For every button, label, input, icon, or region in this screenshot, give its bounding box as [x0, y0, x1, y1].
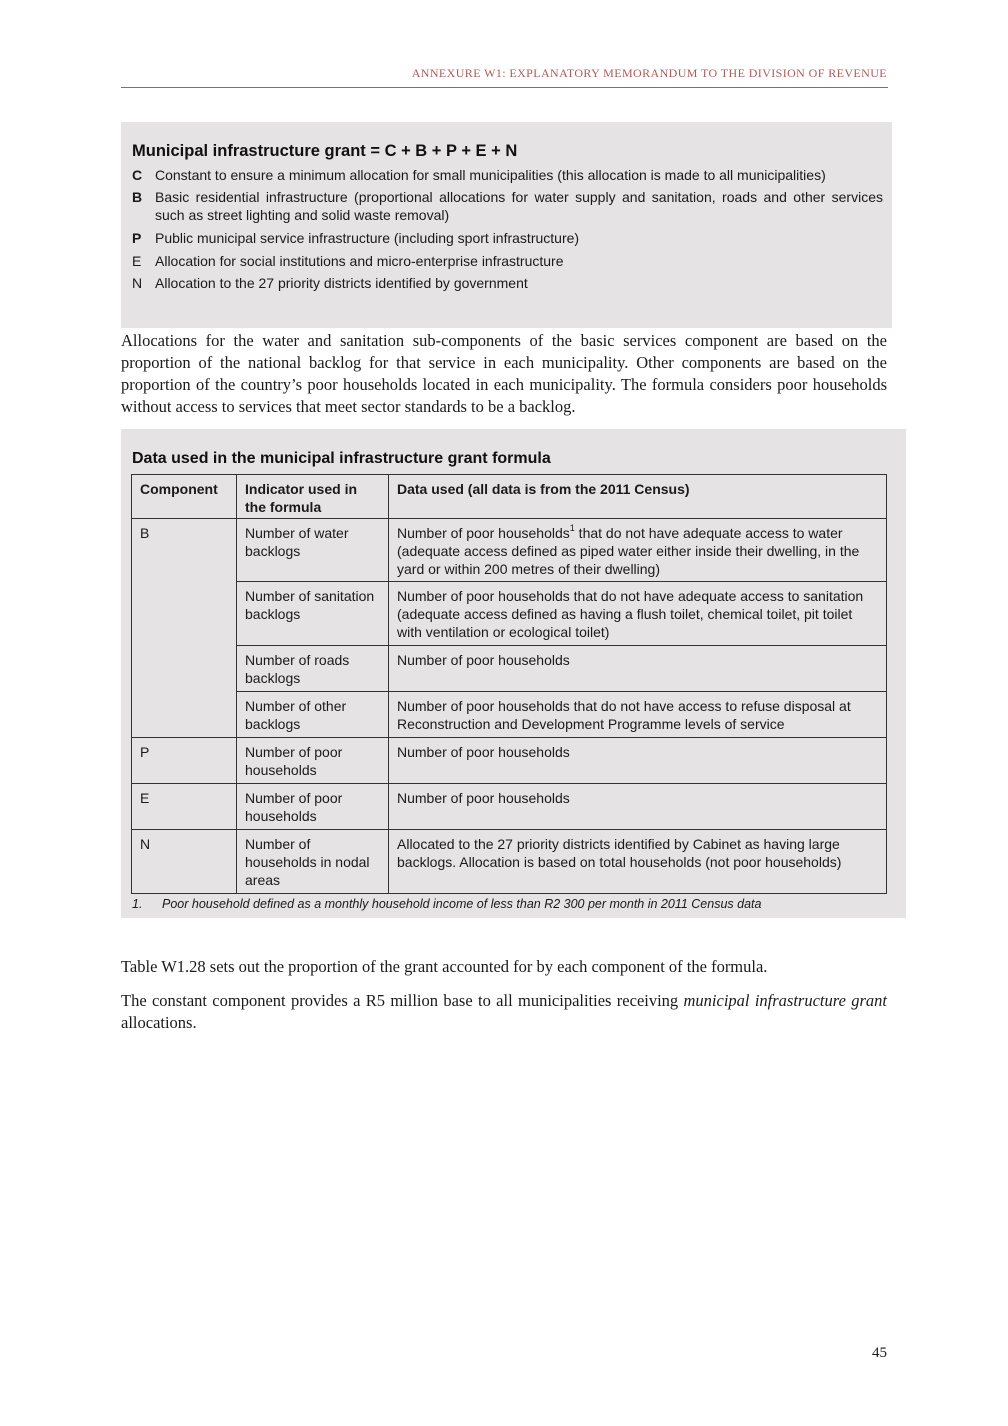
formula-term-e — [132, 252, 883, 270]
formula-term-c — [132, 166, 883, 184]
indicator-cell: Number of poor households — [237, 784, 389, 830]
data-text: Number of poor households — [397, 525, 570, 541]
formula-term-b — [132, 188, 883, 224]
indicator-cell: Number of other backlogs — [237, 692, 389, 738]
formula-term-p — [132, 229, 883, 247]
term-code: N — [132, 275, 143, 291]
data-cell: Number of poor households that do not have access to refuse disposal at Reconstruction and Development Programme levels of service — [389, 692, 887, 738]
paragraph-text: allocations. — [121, 1013, 197, 1032]
table-row — [132, 519, 887, 582]
indicator-cell: Number of poor households — [237, 738, 389, 784]
data-cell: Number of poor households — [389, 784, 887, 830]
component-cell: E — [132, 784, 237, 830]
table-footnote — [132, 897, 761, 911]
indicator-cell: Number of sanitation backlogs — [237, 582, 389, 646]
emphasized-text: municipal infrastructure grant — [683, 991, 887, 1010]
footnote-number: 1. — [132, 897, 143, 911]
term-description: Public municipal service infrastructure (including sport infrastructure) — [155, 230, 580, 246]
column-header: Data used (all data is from the 2011 Census) — [389, 475, 887, 519]
data-cell: Allocated to the 27 priority districts identified by Cabinet as having large backlogs. Allocation is based on total households (not poor households) — [389, 830, 887, 894]
data-cell — [389, 519, 887, 582]
term-code: E — [132, 253, 142, 269]
term-description: Allocation for social institutions and micro-enterprise infrastructure — [155, 253, 564, 269]
footnote-marker: 1 — [569, 523, 575, 534]
table-row — [132, 738, 887, 784]
indicator-cell: Number of water backlogs — [237, 519, 389, 582]
table-row — [132, 784, 887, 830]
formula-term-n — [132, 274, 883, 292]
running-head: ANNEXURE W1: EXPLANATORY MEMORANDUM TO THE DIVISION OF REVENUE — [411, 66, 887, 80]
header-rule — [121, 87, 888, 88]
data-table-title: Data used in the municipal infrastructure grant formula — [132, 450, 551, 467]
table-row — [132, 830, 887, 894]
data-table — [131, 474, 887, 894]
component-cell: B — [132, 519, 237, 738]
table-row — [132, 582, 887, 646]
data-box — [121, 429, 906, 918]
data-text: that do not have adequate access to water (adequate access defined as piped water either inside their dwelling, in the yard or within 200 metres of their dwelling) — [397, 525, 860, 577]
term-description: Basic residential infrastructure (proportional allocations for water supply and sanitation, roads and other services such as street lighting and solid waste removal) — [155, 189, 883, 223]
body-paragraph: Table W1.28 sets out the proportion of the grant accounted for by each component of the formula. — [121, 957, 768, 976]
table-row — [132, 692, 887, 738]
data-cell: Number of poor households — [389, 738, 887, 784]
body-paragraph: Allocations for the water and sanitation sub-components of the basic services component are based on the proportion of the national backlog for that service in each municipality. Other components are based on the proportion of the country’s poor households located in each municipality. The formula considers poor households without access to services that meet sector standards to be a backlog. — [121, 331, 887, 416]
page-number: 45 — [872, 1345, 887, 1361]
component-cell: N — [132, 830, 237, 894]
indicator-cell: Number of roads backlogs — [237, 646, 389, 692]
table-header-row — [132, 475, 887, 519]
formula-box — [121, 122, 892, 328]
table-row — [132, 646, 887, 692]
paragraph-text: The constant component provides a R5 million base to all municipalities receiving — [121, 991, 684, 1010]
column-header: Indicator used in the formula — [237, 475, 389, 519]
column-header: Component — [132, 475, 237, 519]
term-code: B — [132, 189, 143, 205]
footnote-text: Poor household defined as a monthly household income of less than R2 300 per month in 2011 Census data — [162, 897, 762, 911]
component-cell: P — [132, 738, 237, 784]
term-description: Constant to ensure a minimum allocation for small municipalities (this allocation is made to all municipalities) — [155, 167, 826, 183]
term-description: Allocation to the 27 priority districts identified by government — [155, 275, 528, 291]
data-cell: Number of poor households — [389, 646, 887, 692]
indicator-cell: Number of households in nodal areas — [237, 830, 389, 894]
formula-title: Municipal infrastructure grant = C + B + P + E + N — [132, 142, 518, 160]
term-code: C — [132, 167, 143, 183]
data-cell: Number of poor households that do not have adequate access to sanitation (adequate access defined as having a flush toilet, chemical toilet, pit toilet with ventilation or ecological toilet) — [389, 582, 887, 646]
body-paragraph — [121, 990, 887, 1034]
term-code: P — [132, 230, 142, 246]
